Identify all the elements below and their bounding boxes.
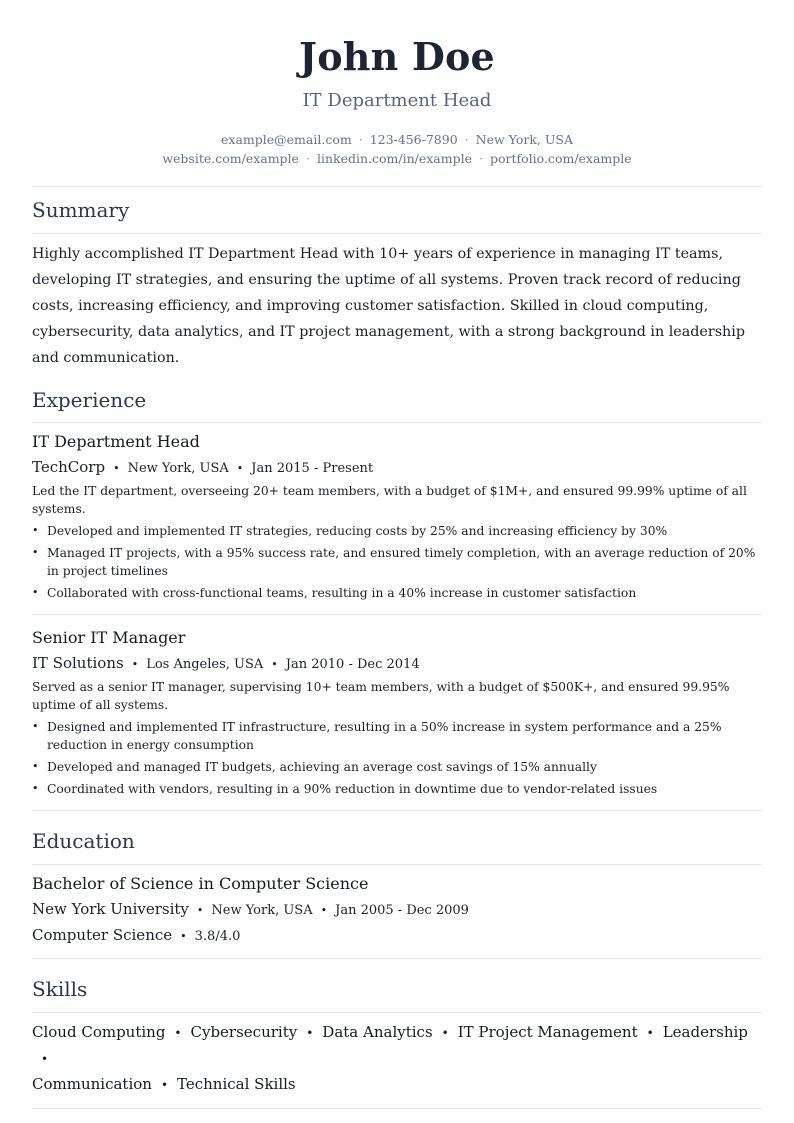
section-heading-education: Education xyxy=(32,829,135,853)
job-title: Senior IT Manager xyxy=(32,628,186,647)
bullet-separator: • xyxy=(160,1078,169,1092)
contact-line-1 xyxy=(32,130,762,149)
bullet-separator: • xyxy=(646,1026,654,1040)
bullet-icon: • xyxy=(32,720,39,733)
company-name: TechCorp xyxy=(32,458,106,476)
bullet-separator: • xyxy=(306,1026,314,1040)
skill-item: Technical Skills xyxy=(177,1075,296,1093)
job-entry xyxy=(32,628,762,798)
website-link[interactable]: website.com/example xyxy=(162,151,299,166)
education-meta xyxy=(32,900,762,920)
section-heading-experience: Experience xyxy=(32,388,147,412)
job-bullets xyxy=(32,718,762,798)
location: New York, USA xyxy=(475,132,573,147)
separator: · xyxy=(358,132,363,147)
bullet-separator: • xyxy=(271,658,278,671)
divider xyxy=(32,233,762,234)
bullet-separator: • xyxy=(131,658,139,671)
contact-info xyxy=(32,130,762,168)
gpa: 3.8/4.0 xyxy=(194,929,241,944)
list-item xyxy=(32,718,762,754)
summary-text: Highly accomplished IT Department Head with 10+ years of experience in managing IT teams, developing IT strategies, and ensuring the uptime of all systems. Proven track record of reducing costs, increasing efficiency, and improving customer satisfaction. Skilled in cloud computing, cybersecurity, data analytics, and IT project management, with a strong background in leadership and communication. xyxy=(32,246,745,366)
skills-list xyxy=(32,1020,762,1098)
contact-line-2 xyxy=(32,149,762,168)
divider xyxy=(32,1012,762,1013)
bullet-separator: • xyxy=(236,462,244,475)
bullet-text: Collaborated with cross-functional teams, resulting in a 40% increase in customer satisfaction xyxy=(47,586,637,600)
email-link[interactable]: example@email.com xyxy=(221,132,352,147)
bullet-separator: • xyxy=(174,1026,182,1040)
candidate-name: John Doe xyxy=(299,34,495,79)
bullet-separator: • xyxy=(113,462,120,475)
bullet-icon: • xyxy=(32,546,39,559)
school-name: New York University xyxy=(32,900,189,918)
job-dates: Jan 2010 - Dec 2014 xyxy=(285,657,420,672)
education-dates: Jan 2005 - Dec 2009 xyxy=(335,903,469,918)
list-item xyxy=(32,780,762,798)
bullet-text: Developed and implemented IT strategies, reducing costs by 25% and increasing efficiency by 30% xyxy=(47,524,668,538)
job-meta xyxy=(32,458,762,478)
job-location: Los Angeles, USA xyxy=(146,657,264,672)
job-summary: Led the IT department, overseeing 20+ team members, with a budget of $1M+, and ensured 99.99% uptime of all systems. xyxy=(32,484,747,516)
list-item xyxy=(32,758,762,776)
candidate-title: IT Department Head xyxy=(302,90,492,111)
divider xyxy=(32,864,762,865)
bullet-icon: • xyxy=(32,782,39,795)
degree: Bachelor of Science in Computer Science xyxy=(32,874,369,893)
bullet-icon: • xyxy=(32,586,39,599)
skill-item: Communication xyxy=(32,1075,152,1093)
divider xyxy=(32,1108,762,1109)
job-summary: Served as a senior IT manager, supervising 10+ team members, with a budget of $500K+, and ensured 99.95% uptime of all systems. xyxy=(32,680,730,712)
bullet-text: Designed and implemented IT infrastructure, resulting in a 50% increase in system performance and a 25% reduction in energy consumption xyxy=(47,720,722,752)
bullet-icon: • xyxy=(32,760,39,773)
bullet-icon: • xyxy=(32,524,39,537)
skill-item: Cybersecurity xyxy=(190,1023,298,1041)
job-location: New York, USA xyxy=(127,461,229,476)
bullet-separator: • xyxy=(196,904,204,917)
bullet-separator: • xyxy=(441,1026,449,1040)
job-dates: Jan 2015 - Present xyxy=(251,461,374,476)
divider xyxy=(32,810,762,811)
list-item xyxy=(32,544,762,580)
divider xyxy=(32,614,762,615)
school-location: New York, USA xyxy=(211,903,313,918)
skill-item: Data Analytics xyxy=(322,1023,433,1041)
bullet-separator: • xyxy=(41,1052,49,1066)
separator: · xyxy=(479,151,483,166)
education-field-line xyxy=(32,926,762,946)
list-item xyxy=(32,522,762,540)
field-of-study: Computer Science xyxy=(32,926,173,944)
job-meta xyxy=(32,654,762,674)
company-name: IT Solutions xyxy=(32,654,124,672)
divider xyxy=(32,958,762,959)
skill-item: Leadership xyxy=(662,1023,748,1041)
skill-item: Cloud Computing xyxy=(32,1023,166,1041)
resume-header xyxy=(32,34,762,168)
job-bullets xyxy=(32,522,762,602)
list-item xyxy=(32,584,762,602)
skill-item: IT Project Management xyxy=(457,1023,638,1041)
bullet-text: Coordinated with vendors, resulting in a 90% reduction in downtime due to vendor-related issues xyxy=(47,782,658,796)
linkedin-link[interactable]: linkedin.com/in/example xyxy=(316,151,472,166)
separator: · xyxy=(464,132,469,147)
job-title: IT Department Head xyxy=(32,432,200,451)
divider xyxy=(32,186,762,187)
education-entry xyxy=(32,874,762,946)
bullet-text: Developed and managed IT budgets, achieving an average cost savings of 15% annually xyxy=(47,760,597,774)
bullet-separator: • xyxy=(320,904,328,917)
divider xyxy=(32,422,762,423)
job-entry xyxy=(32,432,762,602)
bullet-text: Managed IT projects, with a 95% success rate, and ensured timely completion, with an average reduction of 20% in project timelines xyxy=(47,546,756,578)
phone-number: 123-456-7890 xyxy=(369,132,458,147)
bullet-separator: • xyxy=(180,930,187,943)
section-heading-summary: Summary xyxy=(32,198,130,222)
section-heading-skills: Skills xyxy=(32,977,88,1001)
portfolio-link[interactable]: portfolio.com/example xyxy=(489,151,632,166)
separator: · xyxy=(305,151,310,166)
